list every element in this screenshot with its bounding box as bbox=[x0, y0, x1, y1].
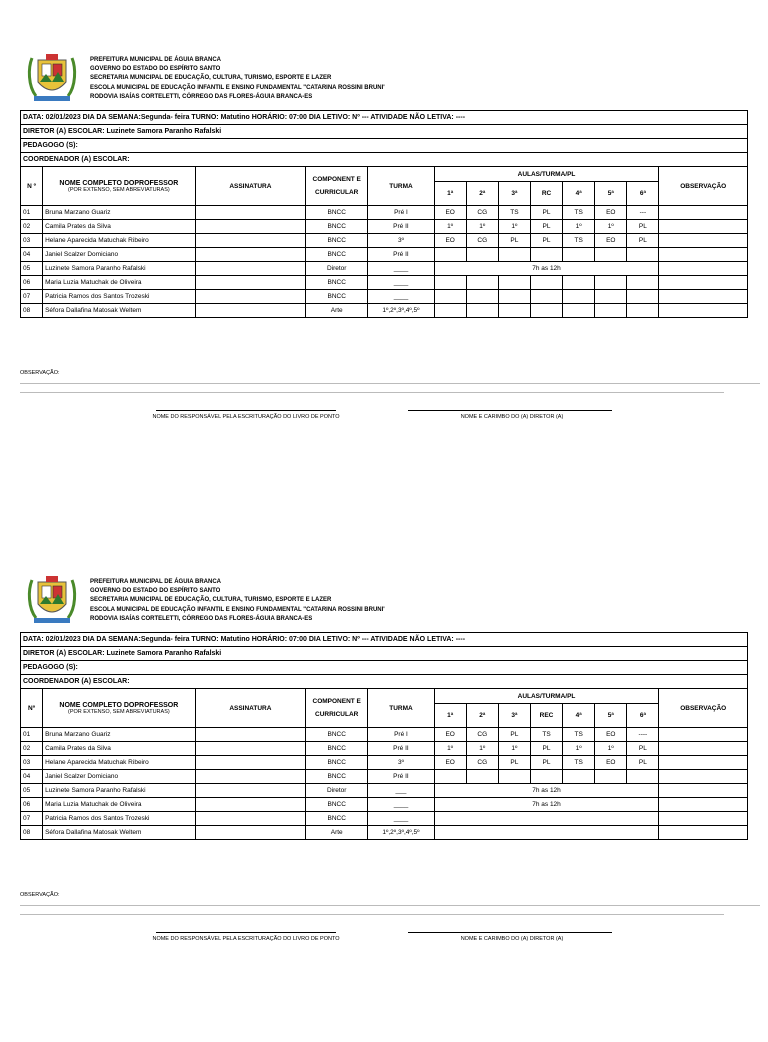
period-cell bbox=[627, 290, 659, 304]
turma-cell: 1º,2º,3º,4º,5º bbox=[368, 304, 434, 318]
observacao-line bbox=[20, 392, 724, 393]
period-cell bbox=[530, 276, 562, 290]
period-header: 6ª bbox=[627, 704, 659, 728]
row-number: 01 bbox=[21, 728, 43, 742]
period-cell: PL bbox=[530, 756, 562, 770]
col-number-header: Nº bbox=[21, 689, 43, 728]
col-observacao-header: OBSERVAÇÃO bbox=[659, 167, 748, 206]
signature-cell bbox=[195, 220, 305, 234]
table-row bbox=[21, 784, 748, 798]
col-aulas-header: AULAS/TURMA/PL bbox=[434, 689, 659, 704]
period-cell bbox=[530, 290, 562, 304]
header-line: RODOVIA ISAÍAS CORTELETTI, CÓRREGO DAS FLORES-ÁGUIA BRANCA-ES bbox=[90, 93, 313, 100]
period-cell: PL bbox=[627, 756, 659, 770]
header-line: RODOVIA ISAÍAS CORTELETTI, CÓRREGO DAS FLORES-ÁGUIA BRANCA-ES bbox=[90, 615, 313, 622]
period-cell: PL bbox=[530, 220, 562, 234]
period-cell bbox=[595, 276, 627, 290]
teacher-name: Helane Aparecida Matuchak Ribeiro bbox=[43, 234, 196, 248]
row-number: 06 bbox=[21, 276, 43, 290]
teacher-name: Bruna Marzano Guariz bbox=[43, 206, 196, 220]
schedule-merged-cell: 7h as 12h bbox=[434, 798, 659, 812]
period-cell bbox=[466, 770, 498, 784]
period-cell: CG bbox=[466, 728, 498, 742]
col-number-header: N º bbox=[21, 167, 43, 206]
col-name-header bbox=[43, 167, 196, 206]
period-cell: EO bbox=[595, 728, 627, 742]
signature-cell bbox=[195, 784, 305, 798]
table-row bbox=[21, 220, 748, 234]
period-header: 1ª bbox=[434, 182, 466, 206]
signature-cell bbox=[195, 798, 305, 812]
component-cell: BNCC bbox=[306, 234, 368, 248]
period-cell bbox=[563, 304, 595, 318]
component-cell: BNCC bbox=[306, 728, 368, 742]
col-name-subtitle: (POR EXTENSO, SEM ABREVIATURAS) bbox=[68, 708, 170, 715]
teacher-name: Patricia Ramos dos Santos Trozeski bbox=[43, 812, 196, 826]
letterhead-text bbox=[90, 56, 385, 102]
schedule-merged-cell: 7h as 12h bbox=[434, 784, 659, 798]
period-cell bbox=[530, 248, 562, 262]
table-row bbox=[21, 206, 748, 220]
table-row bbox=[21, 304, 748, 318]
table-row bbox=[21, 276, 748, 290]
teacher-name: Maria Luzia Matuchak de Oliveira bbox=[43, 798, 196, 812]
period-header: 3ª bbox=[498, 704, 530, 728]
period-cell: PL bbox=[627, 220, 659, 234]
observacao-cell bbox=[659, 262, 748, 276]
period-cell: CG bbox=[466, 234, 498, 248]
letterhead-text bbox=[90, 578, 385, 624]
observacao-label: OBSERVAÇÃO: bbox=[20, 370, 60, 376]
signature-label-diretor: NOME E CARIMBO DO (A) DIRETOR (A) bbox=[460, 414, 564, 420]
col-signature-header: ASSINATURA bbox=[195, 167, 305, 206]
turma-cell: ___ bbox=[368, 784, 434, 798]
period-cell: TS bbox=[498, 206, 530, 220]
col-turma-header: TURMA bbox=[368, 167, 434, 206]
diretor-line: DIRETOR (A) ESCOLAR: Luzinete Samora Paranho Rafalski bbox=[21, 125, 748, 139]
period-cell: PL bbox=[498, 234, 530, 248]
row-number: 07 bbox=[21, 290, 43, 304]
component-cell: Arte bbox=[306, 304, 368, 318]
observacao-line bbox=[20, 905, 760, 906]
row-number: 08 bbox=[21, 826, 43, 840]
attendance-table bbox=[20, 632, 748, 840]
turma-cell: Pré II bbox=[368, 770, 434, 784]
period-header: RC bbox=[530, 182, 562, 206]
period-cell: --- bbox=[627, 206, 659, 220]
observacao-cell bbox=[659, 248, 748, 262]
period-cell: EO bbox=[434, 756, 466, 770]
col-name-title: NOME COMPLETO DOPROFESSOR bbox=[59, 179, 179, 187]
period-cell bbox=[595, 304, 627, 318]
pedagogo-line: PEDAGOGO (S): bbox=[21, 139, 748, 153]
period-cell: ---- bbox=[627, 728, 659, 742]
header-line: ESCOLA MUNICIPAL DE EDUCAÇÃO INFANTIL E ENSINO FUNDAMENTAL "CATARINA ROSSINI BRUNI' bbox=[90, 84, 385, 91]
header-line: ESCOLA MUNICIPAL DE EDUCAÇÃO INFANTIL E ENSINO FUNDAMENTAL "CATARINA ROSSINI BRUNI' bbox=[90, 606, 385, 613]
attendance-table bbox=[20, 110, 748, 318]
table-row bbox=[21, 248, 748, 262]
observacao-line bbox=[20, 914, 724, 915]
period-cell bbox=[498, 290, 530, 304]
period-cell: TS bbox=[563, 234, 595, 248]
period-cell bbox=[434, 770, 466, 784]
table-row bbox=[21, 826, 748, 840]
signature-line-diretor bbox=[408, 932, 612, 933]
header-line: PREFEITURA MUNICIPAL DE ÁGUIA BRANCA bbox=[90, 57, 222, 63]
period-cell: PL bbox=[530, 206, 562, 220]
col-aulas-header: AULAS/TURMA/PL bbox=[434, 167, 659, 182]
period-cell: CG bbox=[466, 756, 498, 770]
period-cell bbox=[434, 276, 466, 290]
period-cell bbox=[498, 770, 530, 784]
period-cell: EO bbox=[434, 206, 466, 220]
signature-cell bbox=[195, 770, 305, 784]
col-component-header: COMPONENT E CURRICULAR bbox=[306, 689, 368, 728]
period-cell: TS bbox=[563, 728, 595, 742]
component-cell: Diretor bbox=[306, 262, 368, 276]
period-cell: PL bbox=[627, 234, 659, 248]
coordenador-line: COORDENADOR (A) ESCOLAR: bbox=[21, 675, 748, 689]
signature-cell bbox=[195, 276, 305, 290]
signature-cell bbox=[195, 290, 305, 304]
period-cell bbox=[627, 770, 659, 784]
teacher-name: Luzinete Samora Paranho Rafalski bbox=[43, 262, 196, 276]
signature-line-responsavel bbox=[156, 410, 336, 411]
observacao-cell bbox=[659, 742, 748, 756]
col-turma-header: TURMA bbox=[368, 689, 434, 728]
header-line: GOVERNO DO ESTADO DO ESPÍRITO SANTO bbox=[90, 66, 221, 73]
period-cell: PL bbox=[627, 742, 659, 756]
row-number: 04 bbox=[21, 770, 43, 784]
row-number: 03 bbox=[21, 234, 43, 248]
observacao-cell bbox=[659, 304, 748, 318]
teacher-name: Helane Aparecida Matuchak Ribeiro bbox=[43, 756, 196, 770]
component-cell: BNCC bbox=[306, 798, 368, 812]
period-cell: EO bbox=[595, 234, 627, 248]
period-cell bbox=[498, 276, 530, 290]
teacher-name: Patricia Ramos dos Santos Trozeski bbox=[43, 290, 196, 304]
signature-cell bbox=[195, 812, 305, 826]
signature-cell bbox=[195, 728, 305, 742]
row-number: 03 bbox=[21, 756, 43, 770]
turma-cell: ____ bbox=[368, 812, 434, 826]
component-cell: BNCC bbox=[306, 206, 368, 220]
period-cell: TS bbox=[563, 206, 595, 220]
turma-cell: Pré II bbox=[368, 220, 434, 234]
observacao-cell bbox=[659, 220, 748, 234]
header-line: GOVERNO DO ESTADO DO ESPÍRITO SANTO bbox=[90, 588, 221, 595]
signature-cell bbox=[195, 826, 305, 840]
table-row bbox=[21, 798, 748, 812]
schedule-merged-cell bbox=[434, 826, 659, 840]
period-cell: TS bbox=[530, 728, 562, 742]
period-header: 4ª bbox=[563, 182, 595, 206]
row-number: 05 bbox=[21, 784, 43, 798]
period-cell bbox=[595, 770, 627, 784]
period-cell: EO bbox=[595, 756, 627, 770]
diretor-line: DIRETOR (A) ESCOLAR: Luzinete Samora Paranho Rafalski bbox=[21, 647, 748, 661]
letterhead bbox=[24, 50, 624, 108]
observacao-line bbox=[20, 383, 760, 384]
table-row bbox=[21, 728, 748, 742]
row-number: 07 bbox=[21, 812, 43, 826]
turma-cell: ____ bbox=[368, 262, 434, 276]
col-observacao-header: OBSERVAÇÃO bbox=[659, 689, 748, 728]
period-cell bbox=[498, 248, 530, 262]
period-cell bbox=[627, 276, 659, 290]
period-header: 6ª bbox=[627, 182, 659, 206]
period-cell bbox=[530, 304, 562, 318]
row-number: 02 bbox=[21, 220, 43, 234]
table-row bbox=[21, 812, 748, 826]
row-number: 08 bbox=[21, 304, 43, 318]
teacher-name: Janiel Scalzer Domiciano bbox=[43, 770, 196, 784]
period-cell: EO bbox=[434, 728, 466, 742]
period-cell: 1º bbox=[466, 220, 498, 234]
turma-cell: 1º,2º,3º,4º,5º bbox=[368, 826, 434, 840]
teacher-name: Bruna Marzano Guariz bbox=[43, 728, 196, 742]
row-number: 01 bbox=[21, 206, 43, 220]
observacao-cell bbox=[659, 234, 748, 248]
signature-cell bbox=[195, 756, 305, 770]
date-line: DATA: 02/01/2023 DIA DA SEMANA:Segunda- feira TURNO: Matutino HORÁRIO: 07:00 DIA LETIVO: Nº --- ATIVIDADE NÃO LETIVA: ---- bbox=[21, 111, 748, 125]
period-header: 2ª bbox=[466, 182, 498, 206]
period-cell: EO bbox=[595, 206, 627, 220]
observacao-cell bbox=[659, 812, 748, 826]
period-cell: TS bbox=[563, 756, 595, 770]
period-cell: PL bbox=[498, 756, 530, 770]
row-number: 05 bbox=[21, 262, 43, 276]
signature-cell bbox=[195, 206, 305, 220]
col-signature-header: ASSINATURA bbox=[195, 689, 305, 728]
period-cell: PL bbox=[498, 728, 530, 742]
period-cell bbox=[434, 304, 466, 318]
observacao-cell bbox=[659, 276, 748, 290]
component-cell: BNCC bbox=[306, 276, 368, 290]
teacher-name: Luzinete Samora Paranho Rafalski bbox=[43, 784, 196, 798]
signature-cell bbox=[195, 248, 305, 262]
turma-cell: ____ bbox=[368, 276, 434, 290]
signature-label-responsavel: NOME DO RESPONSÁVEL PELA ESCRITURAÇÃO DO LIVRO DE PONTO bbox=[152, 936, 340, 942]
period-header: REC bbox=[530, 704, 562, 728]
component-cell: Diretor bbox=[306, 784, 368, 798]
period-cell: PL bbox=[530, 234, 562, 248]
period-cell bbox=[498, 304, 530, 318]
signature-cell bbox=[195, 742, 305, 756]
signature-cell bbox=[195, 304, 305, 318]
row-number: 02 bbox=[21, 742, 43, 756]
period-cell bbox=[434, 290, 466, 304]
col-name-subtitle: (POR EXTENSO, SEM ABREVIATURAS) bbox=[68, 186, 170, 193]
row-number: 04 bbox=[21, 248, 43, 262]
schedule-merged-cell: 7h as 12h bbox=[434, 262, 659, 276]
col-name-title: NOME COMPLETO DOPROFESSOR bbox=[59, 701, 179, 709]
row-number: 06 bbox=[21, 798, 43, 812]
component-cell: BNCC bbox=[306, 770, 368, 784]
period-cell bbox=[563, 290, 595, 304]
signature-cell bbox=[195, 262, 305, 276]
period-cell bbox=[466, 276, 498, 290]
observacao-cell bbox=[659, 756, 748, 770]
period-cell bbox=[530, 770, 562, 784]
turma-cell: Pré I bbox=[368, 728, 434, 742]
component-cell: BNCC bbox=[306, 756, 368, 770]
period-cell: 1º bbox=[434, 220, 466, 234]
signature-line-diretor bbox=[408, 410, 612, 411]
period-cell bbox=[466, 290, 498, 304]
period-cell bbox=[627, 304, 659, 318]
period-cell bbox=[563, 248, 595, 262]
turma-cell: 3º bbox=[368, 756, 434, 770]
period-cell bbox=[434, 248, 466, 262]
component-cell: BNCC bbox=[306, 742, 368, 756]
period-cell bbox=[595, 248, 627, 262]
observacao-cell bbox=[659, 826, 748, 840]
table-row bbox=[21, 234, 748, 248]
municipal-crest-icon bbox=[24, 574, 80, 626]
period-cell: 1º bbox=[466, 742, 498, 756]
teacher-name: Camila Prates da Silva bbox=[43, 742, 196, 756]
turma-cell: ____ bbox=[368, 290, 434, 304]
period-cell: 1º bbox=[498, 220, 530, 234]
period-cell: 1º bbox=[563, 742, 595, 756]
teacher-name: Maria Luzia Matuchak de Oliveira bbox=[43, 276, 196, 290]
observacao-cell bbox=[659, 206, 748, 220]
col-component-header: COMPONENT E CURRICULAR bbox=[306, 167, 368, 206]
observacao-cell bbox=[659, 770, 748, 784]
signature-label-responsavel: NOME DO RESPONSÁVEL PELA ESCRITURAÇÃO DO LIVRO DE PONTO bbox=[152, 414, 340, 420]
period-cell: 1º bbox=[498, 742, 530, 756]
turma-cell: ____ bbox=[368, 798, 434, 812]
period-header: 1ª bbox=[434, 704, 466, 728]
observacao-cell bbox=[659, 728, 748, 742]
period-cell bbox=[466, 248, 498, 262]
period-cell bbox=[563, 770, 595, 784]
turma-cell: Pré II bbox=[368, 742, 434, 756]
period-cell: 1º bbox=[595, 742, 627, 756]
observacao-label: OBSERVAÇÃO: bbox=[20, 892, 60, 898]
signature-label-diretor: NOME E CARIMBO DO (A) DIRETOR (A) bbox=[460, 936, 564, 942]
teacher-name: Séfora Dallafina Matosak Weltem bbox=[43, 304, 196, 318]
period-cell: 1º bbox=[563, 220, 595, 234]
period-cell: CG bbox=[466, 206, 498, 220]
table-row bbox=[21, 756, 748, 770]
period-header: 5ª bbox=[595, 704, 627, 728]
period-header: 5ª bbox=[595, 182, 627, 206]
period-cell: PL bbox=[530, 742, 562, 756]
pedagogo-line: PEDAGOGO (S): bbox=[21, 661, 748, 675]
observacao-cell bbox=[659, 784, 748, 798]
municipal-crest-icon bbox=[24, 52, 80, 104]
period-cell: 1º bbox=[595, 220, 627, 234]
signature-cell bbox=[195, 234, 305, 248]
table-row bbox=[21, 290, 748, 304]
header-line: SECRETARIA MUNICIPAL DE EDUCAÇÃO, CULTURA, TURISMO, ESPORTE E LAZER bbox=[90, 597, 332, 604]
observacao-cell bbox=[659, 290, 748, 304]
period-cell: EO bbox=[434, 234, 466, 248]
teacher-name: Séfora Dallafina Matosak Weltem bbox=[43, 826, 196, 840]
header-line: SECRETARIA MUNICIPAL DE EDUCAÇÃO, CULTURA, TURISMO, ESPORTE E LAZER bbox=[90, 75, 332, 82]
turma-cell: Pré II bbox=[368, 248, 434, 262]
component-cell: BNCC bbox=[306, 220, 368, 234]
turma-cell: 3º bbox=[368, 234, 434, 248]
table-row bbox=[21, 770, 748, 784]
period-cell bbox=[563, 276, 595, 290]
teacher-name: Camila Prates da Silva bbox=[43, 220, 196, 234]
period-header: 4ª bbox=[563, 704, 595, 728]
period-header: 3ª bbox=[498, 182, 530, 206]
table-row bbox=[21, 742, 748, 756]
date-line: DATA: 02/01/2023 DIA DA SEMANA:Segunda- feira TURNO: Matutino HORÁRIO: 07:00 DIA LETIVO: Nº --- ATIVIDADE NÃO LETIVA: ---- bbox=[21, 633, 748, 647]
letterhead bbox=[24, 572, 624, 630]
period-header: 2ª bbox=[466, 704, 498, 728]
signature-line-responsavel bbox=[156, 932, 336, 933]
component-cell: BNCC bbox=[306, 290, 368, 304]
coordenador-line: COORDENADOR (A) ESCOLAR: bbox=[21, 153, 748, 167]
schedule-merged-cell bbox=[434, 812, 659, 826]
table-row bbox=[21, 262, 748, 276]
col-name-header bbox=[43, 689, 196, 728]
component-cell: BNCC bbox=[306, 812, 368, 826]
component-cell: BNCC bbox=[306, 248, 368, 262]
turma-cell: Pré I bbox=[368, 206, 434, 220]
attendance-sheet bbox=[0, 50, 768, 520]
observacao-cell bbox=[659, 798, 748, 812]
period-cell bbox=[466, 304, 498, 318]
component-cell: Arte bbox=[306, 826, 368, 840]
period-cell bbox=[595, 290, 627, 304]
period-cell bbox=[627, 248, 659, 262]
teacher-name: Janiel Scalzer Domiciano bbox=[43, 248, 196, 262]
period-cell: 1º bbox=[434, 742, 466, 756]
header-line: PREFEITURA MUNICIPAL DE ÁGUIA BRANCA bbox=[90, 579, 222, 585]
attendance-sheet bbox=[0, 572, 768, 1042]
